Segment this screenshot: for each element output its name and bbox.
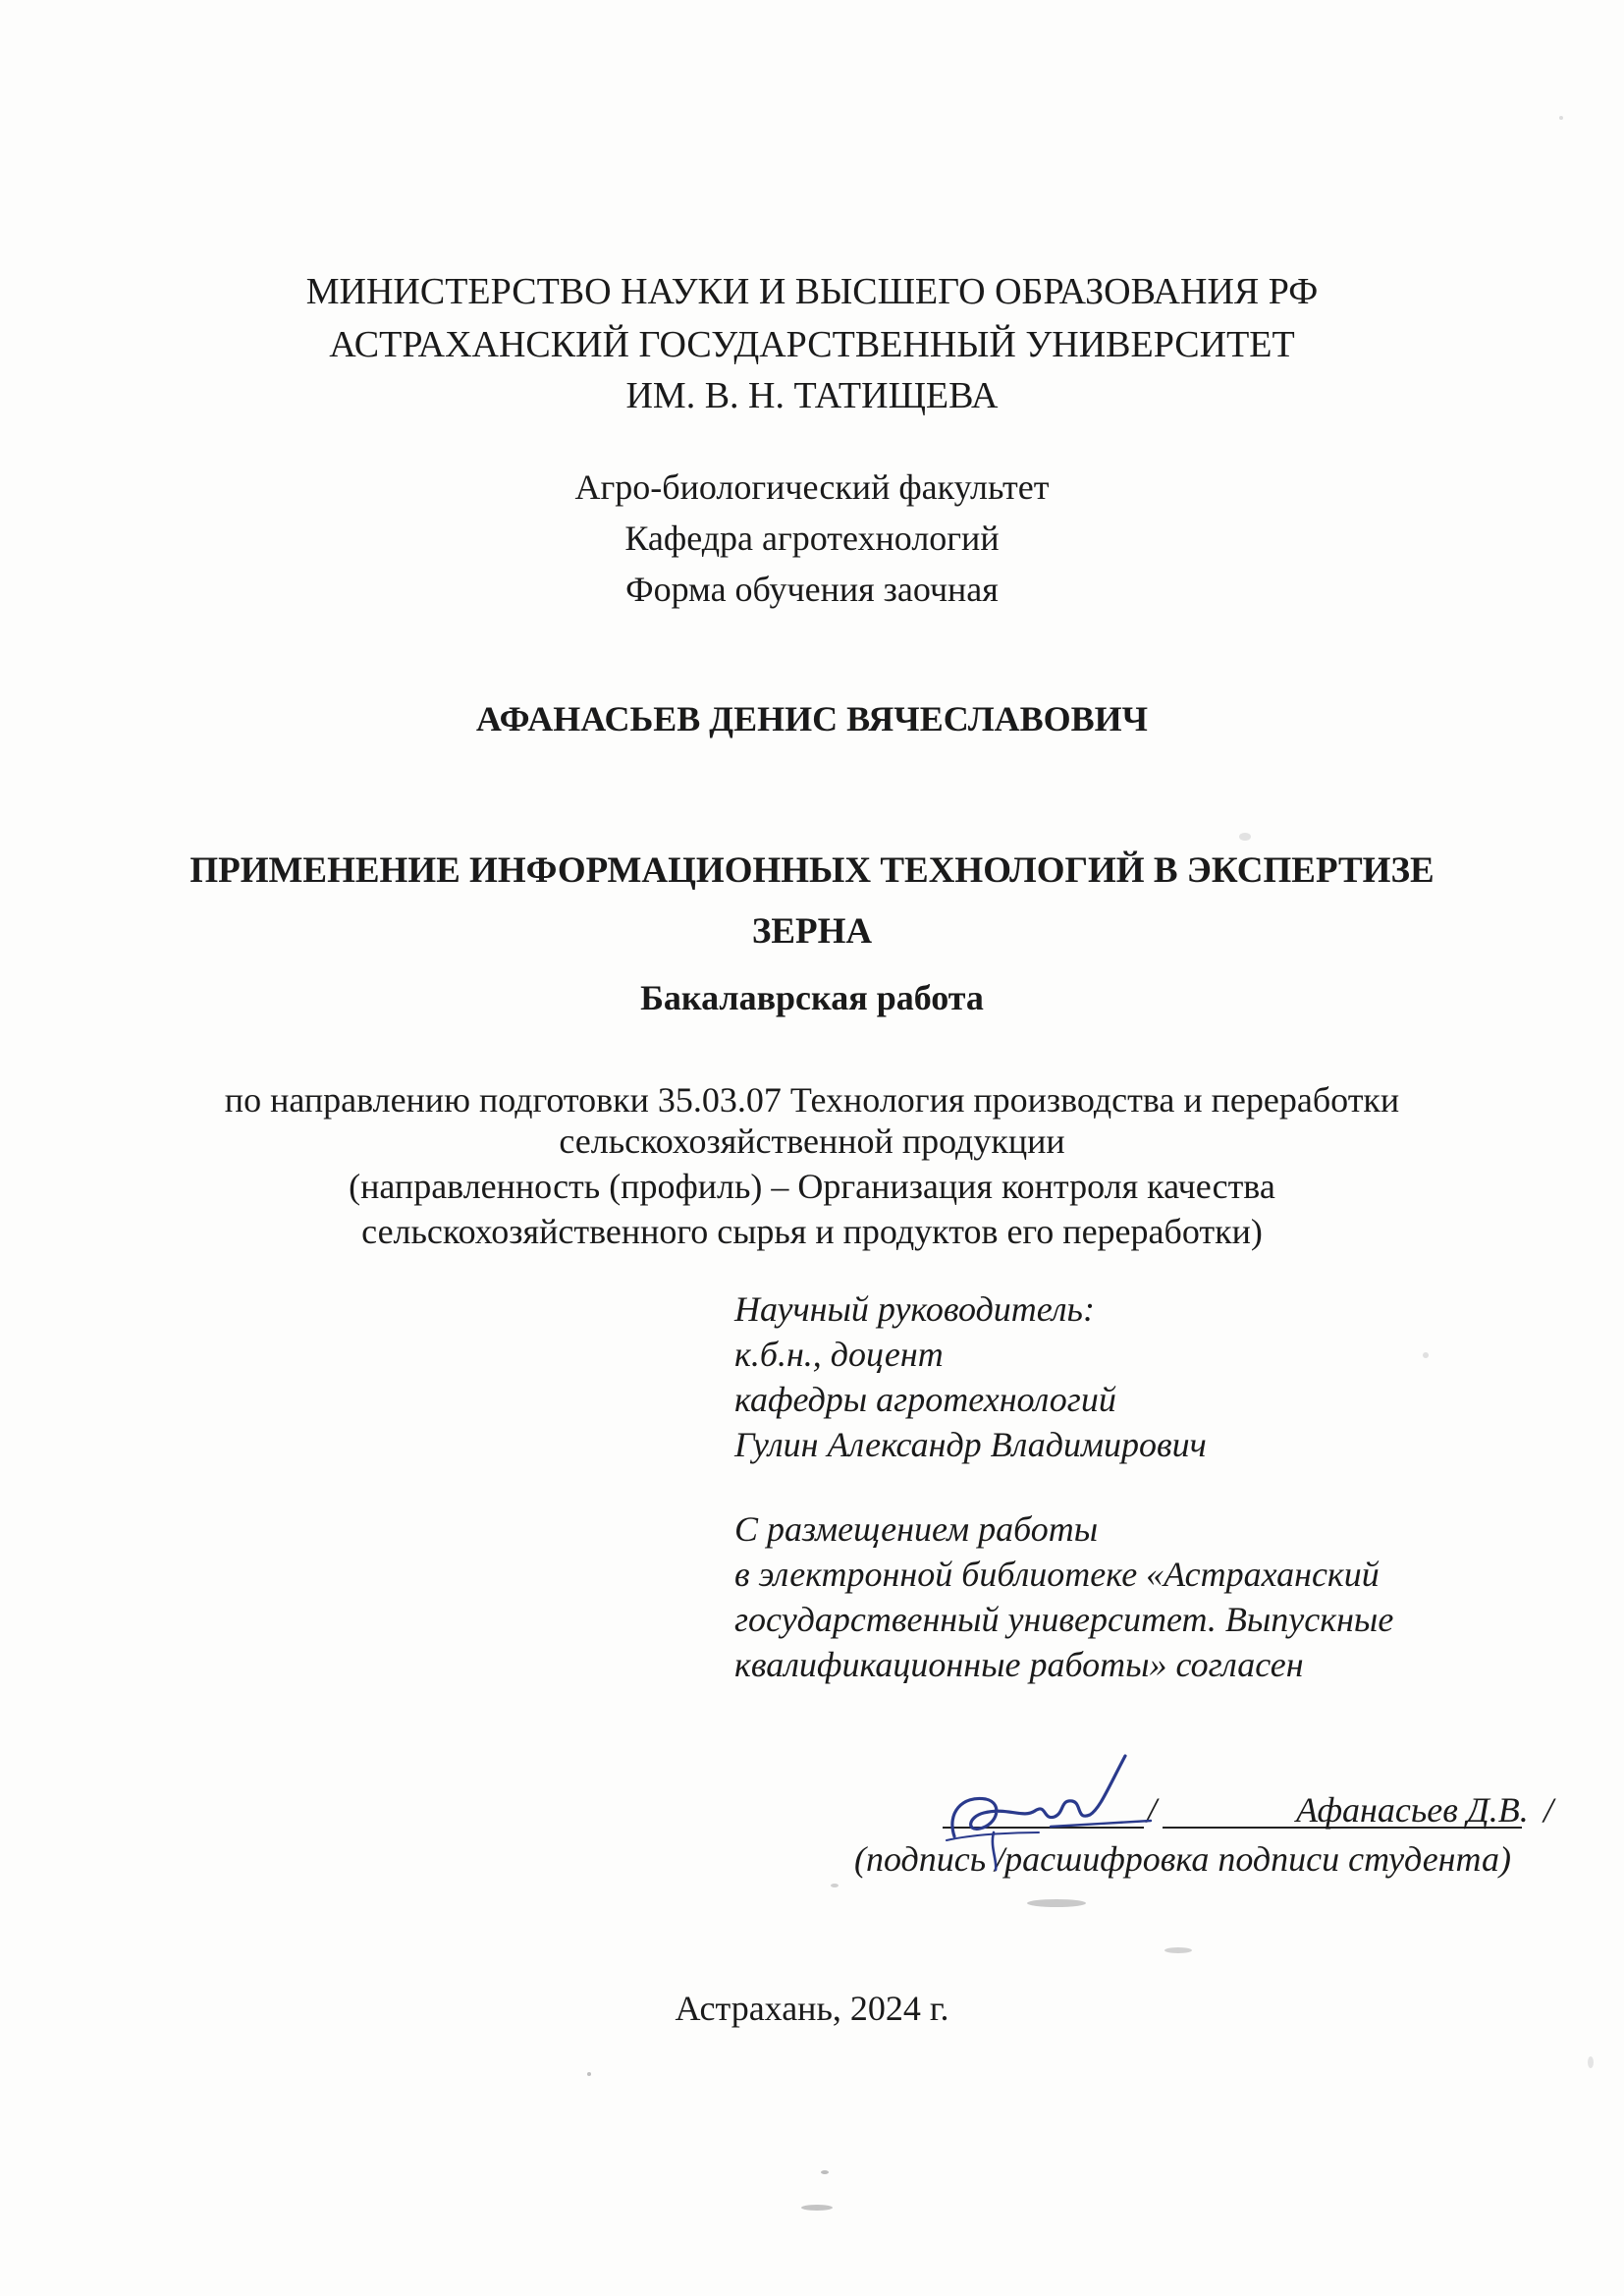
city-year: Астрахань, 2024 г. bbox=[675, 1989, 949, 2028]
study-form: Форма обучения заочная bbox=[625, 570, 999, 609]
thesis-topic-line-2: ЗЕРНА bbox=[751, 911, 873, 952]
consent-line-1: С размещением работы bbox=[734, 1509, 1099, 1549]
consent-line-3: государственный университет. Выпускные bbox=[734, 1600, 1394, 1639]
faculty-name: Агро-биологический факультет bbox=[574, 467, 1050, 507]
department-name: Кафедра агротехнологий bbox=[624, 519, 1000, 558]
university-namesake-line: ИМ. В. Н. ТАТИЩЕВА bbox=[625, 375, 999, 416]
work-type: Бакалаврская работа bbox=[640, 978, 984, 1017]
supervisor-name: Гулин Александр Владимирович bbox=[734, 1425, 1207, 1464]
thesis-topic-line-1: ПРИМЕНЕНИЕ ИНФОРМАЦИОННЫХ ТЕХНОЛОГИЙ В ЭКСПЕРТИЗЕ bbox=[189, 850, 1435, 891]
consent-line-2: в электронной библиотеке «Астраханский bbox=[734, 1555, 1380, 1594]
supervisor-block bbox=[734, 1286, 1207, 1467]
supervisor-department: кафедры агротехнологий bbox=[734, 1380, 1116, 1419]
signature-separator: / bbox=[1147, 1790, 1158, 1830]
handwritten-signature bbox=[933, 1730, 1159, 1878]
supervisor-degree: к.б.н., доцент bbox=[734, 1335, 944, 1374]
direction-line-4: сельскохозяйственного сырья и продуктов его переработки) bbox=[361, 1212, 1263, 1251]
author-name: АФАНАСЬЕВ ДЕНИС ВЯЧЕСЛАВОВИЧ bbox=[475, 699, 1149, 738]
consent-block bbox=[734, 1506, 1393, 1687]
ministry-line: МИНИСТЕРСТВО НАУКИ И ВЫСШЕГО ОБРАЗОВАНИЯ РФ bbox=[305, 271, 1319, 312]
signature-caption: (подпись /расшифровка подписи студента) bbox=[854, 1839, 1511, 1879]
supervisor-heading: Научный руководитель: bbox=[734, 1289, 1095, 1329]
consent-line-4: квалификационные работы» согласен bbox=[734, 1645, 1304, 1684]
direction-line-1: по направлению подготовки 35.03.07 Технология производства и переработки bbox=[224, 1080, 1400, 1120]
student-short-name: Афанасьев Д.В. bbox=[1296, 1790, 1529, 1830]
signature-closing-slash: / bbox=[1543, 1790, 1554, 1830]
university-name-line: АСТРАХАНСКИЙ ГОСУДАРСТВЕННЫЙ УНИВЕРСИТЕТ bbox=[329, 324, 1295, 365]
direction-line-3: (направленность (профиль) – Организация контроля качества bbox=[349, 1167, 1275, 1206]
direction-line-2: сельскохозяйственной продукции bbox=[559, 1121, 1065, 1161]
